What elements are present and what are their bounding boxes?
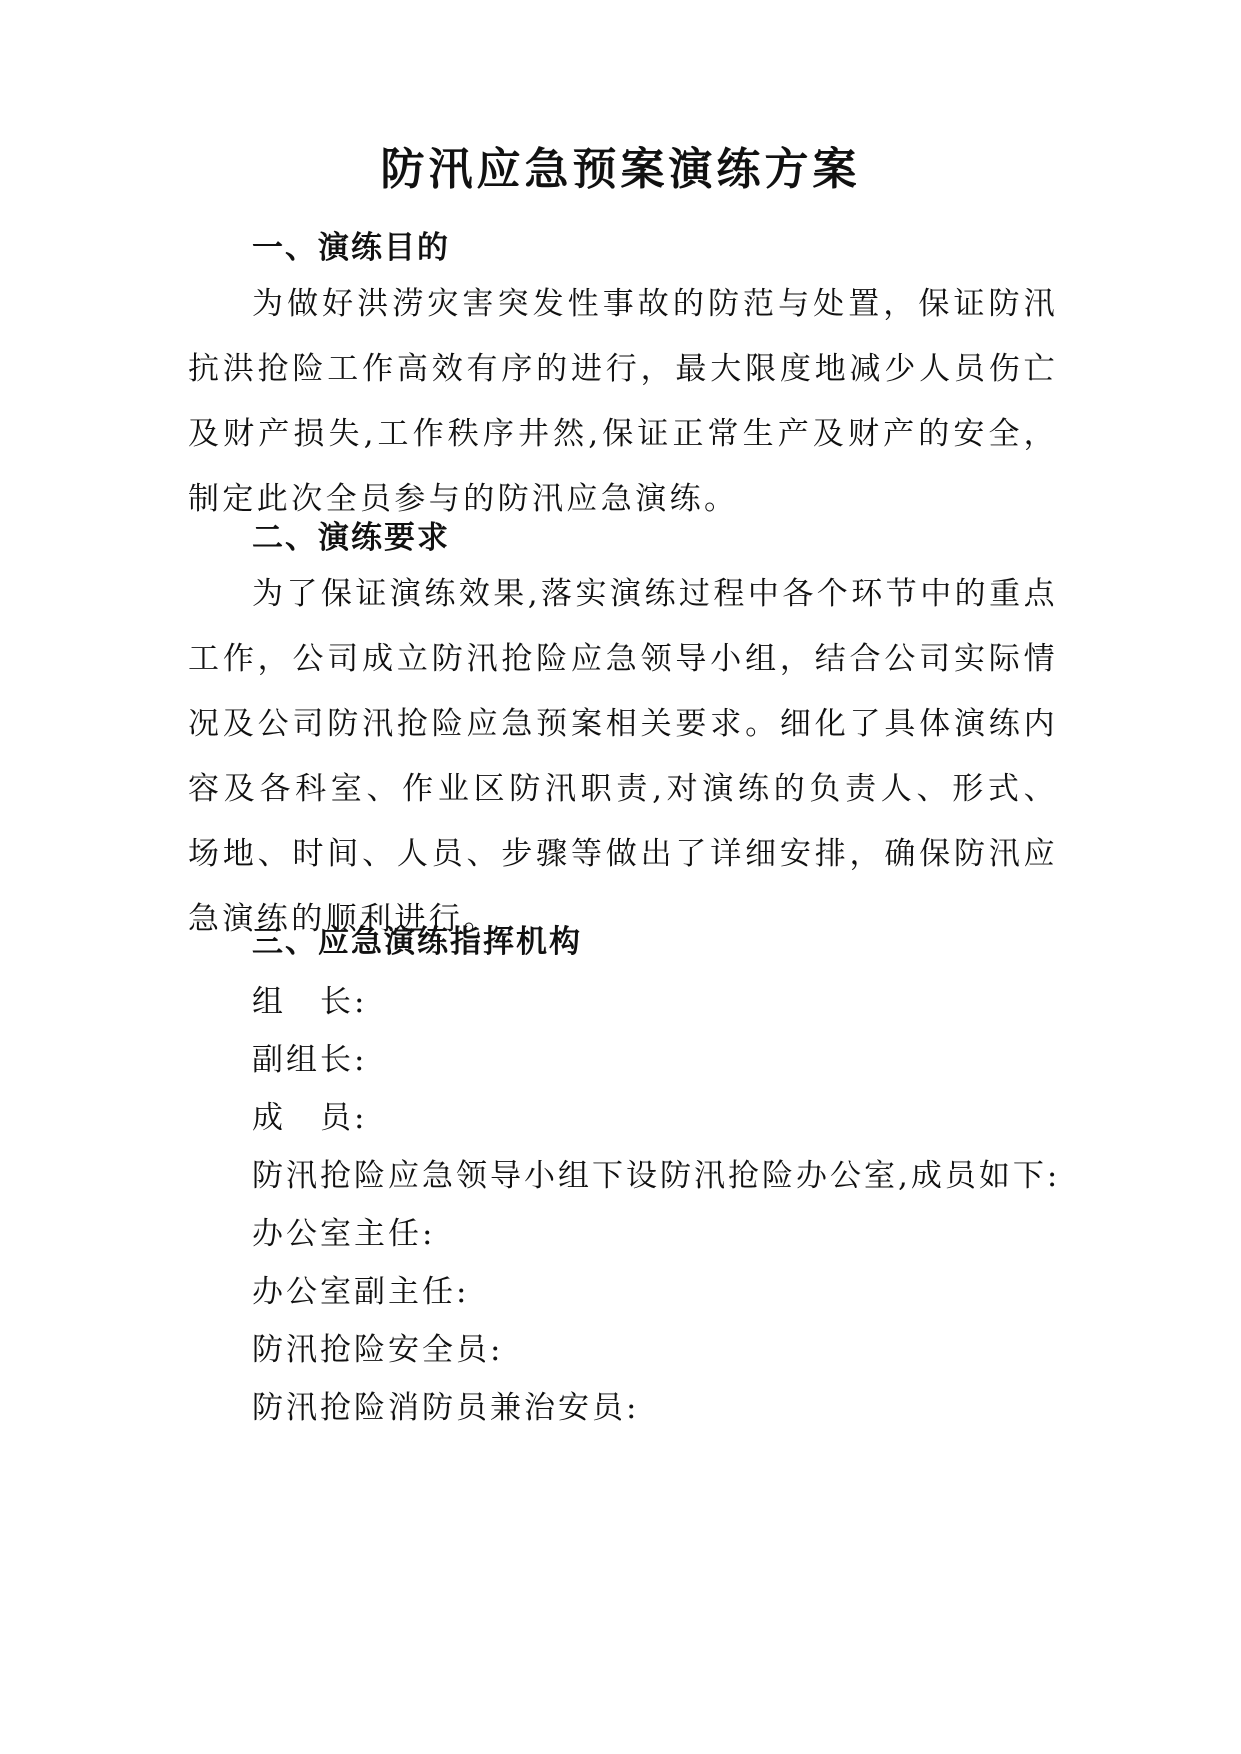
section-heading-requirements: 二、演练要求 [252,520,450,556]
field-line-deputy-leader: 副组长: [252,1042,368,1078]
section-heading-command: 三、应急演练指挥机构 [252,924,582,960]
field-line-firefighter-security: 防汛抢险消防员兼治安员: [252,1390,640,1426]
section-paragraph-requirements: 为了保证演练效果,落实演练过程中各个环节中的重点工作，公司成立防汛抢险应急领导小组，结合公司实际情况及公司防汛抢险应急预案相关要求。细化了具体演练内容及各科室、作业区防汛职责,对演练的负责人、形式、场地、时间、人员、步骤等做出了详细安排，确保防汛应急演练的顺利进行。 [188,576,1058,937]
field-line-office-deputy-director: 办公室副主任: [252,1274,470,1310]
section-paragraph-purpose: 为做好洪涝灾害突发性事故的防范与处置，保证防汛抗洪抢险工作高效有序的进行，最大限度地减少人员伤亡及财产损失,工作秩序井然,保证正常生产及财产的安全，制定此次全员参与的防汛应急演练。 [188,286,1058,517]
field-line-safety-officer: 防汛抢险安全员: [252,1332,504,1368]
document-title: 防汛应急预案演练方案 [380,144,861,195]
field-line-leader: 组 长: [252,984,368,1020]
field-line-members: 成 员: [252,1100,368,1136]
section-heading-purpose: 一、演练目的 [252,230,450,266]
field-line-office-director: 办公室主任: [252,1216,436,1252]
field-line-office-intro: 防汛抢险应急领导小组下设防汛抢险办公室,成员如下: [252,1158,1061,1194]
